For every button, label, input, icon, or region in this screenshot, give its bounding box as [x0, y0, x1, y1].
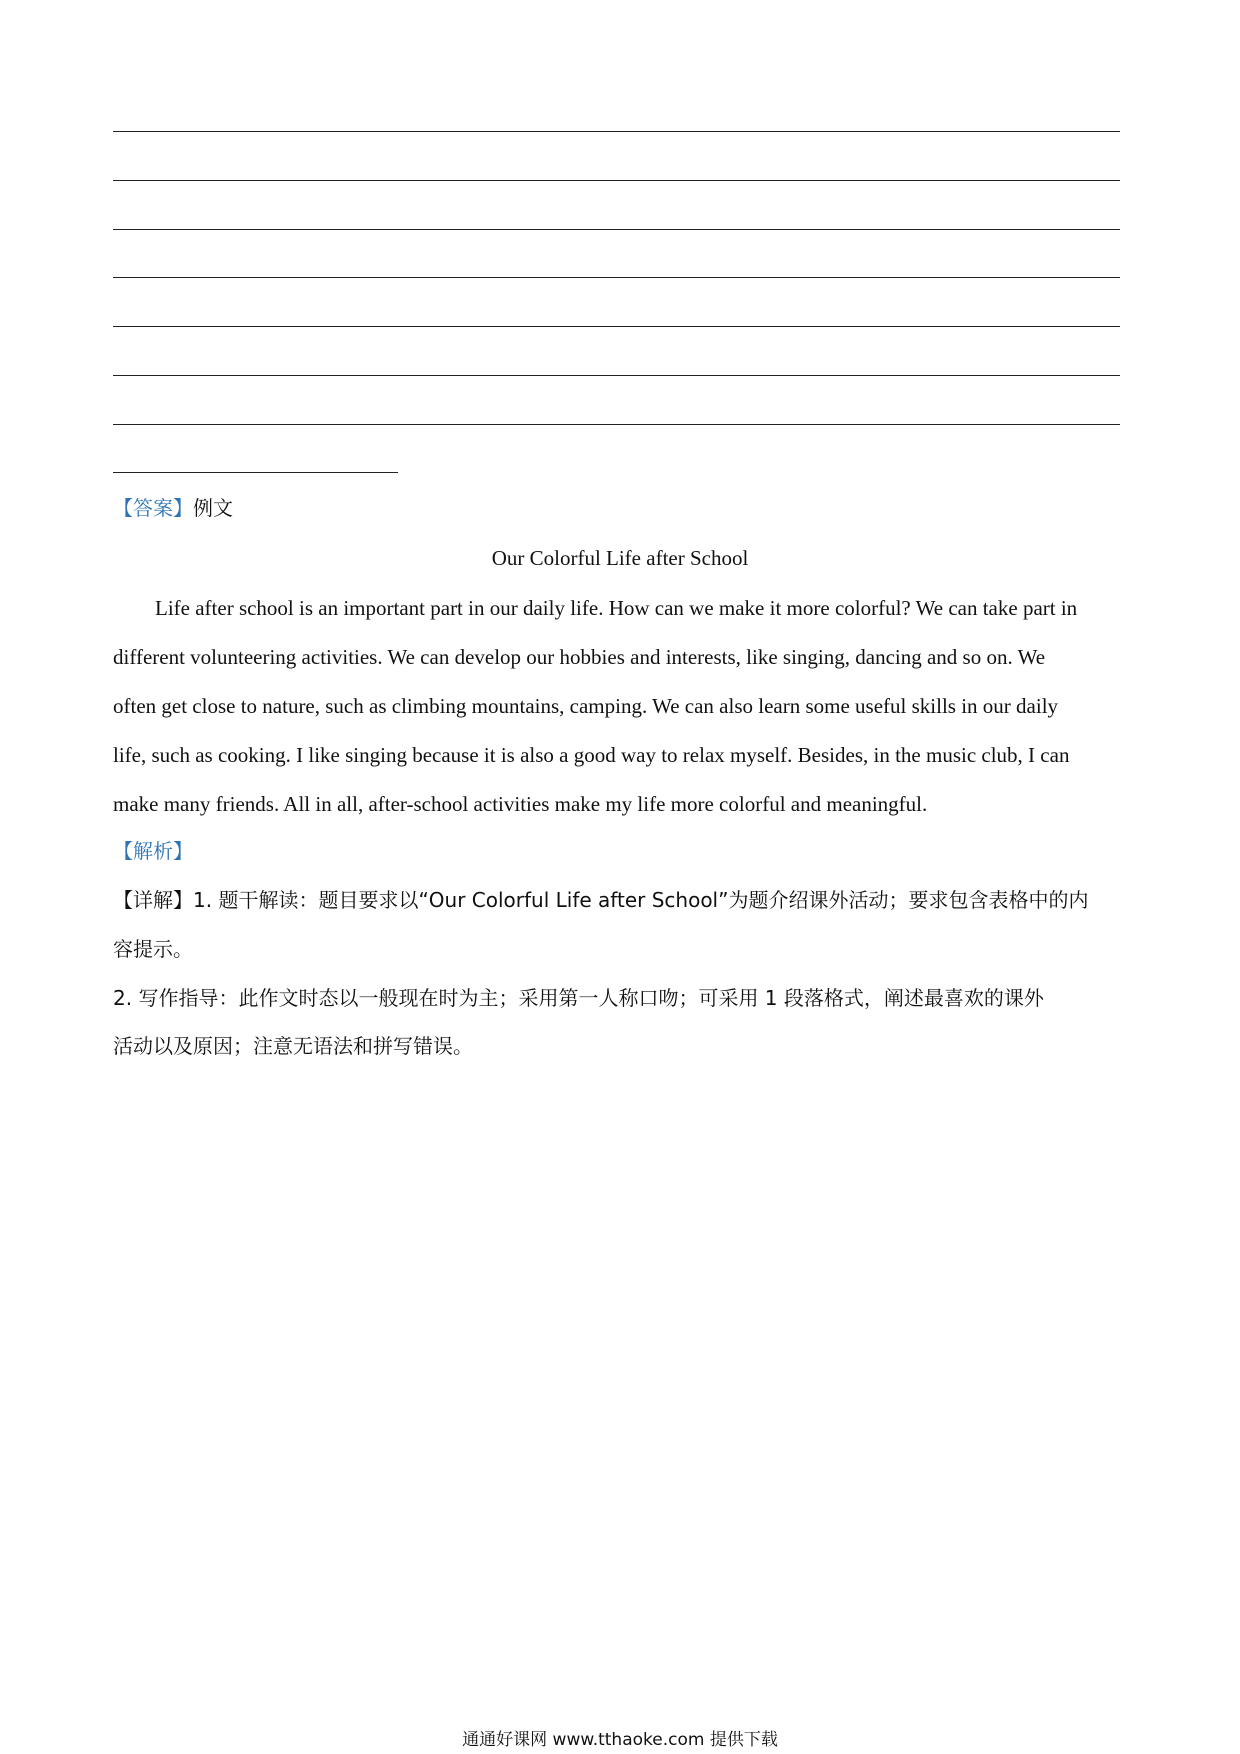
essay-line: often get close to nature, such as climbing mountains, camping. We can also learn some useful skills in our daily [113, 694, 1059, 718]
essay-line: Life after school is an important part in our daily life. How can we make it more colorful? We can take part in [155, 596, 1078, 620]
writing-line [113, 277, 1120, 278]
writing-line [113, 131, 1120, 132]
detail-line-1 [113, 876, 1123, 925]
detail-text: 1. 题干解读：题目要求以“Our Colorful Life after School”为题介绍课外活动；要求包含表格中的内 [193, 888, 1089, 912]
page-footer: 通通好课网 www.tthaoke.com 提供下载 [462, 1730, 778, 1750]
answer-heading [113, 484, 1123, 533]
detail-line-2: 容提示。 [113, 937, 193, 961]
writing-line [113, 424, 1120, 425]
answer-label: 例文 [193, 496, 233, 520]
detail-line-4: 活动以及原因；注意无语法和拼写错误。 [113, 1034, 473, 1058]
essay-title: Our Colorful Life after School [491, 546, 749, 570]
writing-line [113, 229, 1120, 230]
analysis-heading: 【解析】 [113, 839, 193, 863]
writing-line [113, 375, 1120, 376]
detail-tag: 【详解】 [113, 888, 193, 912]
answer-tag: 【答案】 [113, 496, 193, 520]
essay-body [113, 584, 1123, 829]
writing-line [113, 180, 1120, 181]
essay-line: different volunteering activities. We can develop our hobbies and interests, like singing, dancing and so on. We [113, 645, 1046, 669]
detail-line-3: 2. 写作指导：此作文时态以一般现在时为主；采用第一人称口吻；可采用 1 段落格式，阐述最喜欢的课外 [113, 986, 1044, 1010]
essay-line: make many friends. All in all, after-school activities make my life more colorful and meaningful. [113, 792, 928, 816]
essay-line: life, such as cooking. I like singing because it is also a good way to relax myself. Besides, in the music club, I can [113, 743, 1070, 767]
writing-line [113, 326, 1120, 327]
writing-line-short [113, 472, 398, 473]
